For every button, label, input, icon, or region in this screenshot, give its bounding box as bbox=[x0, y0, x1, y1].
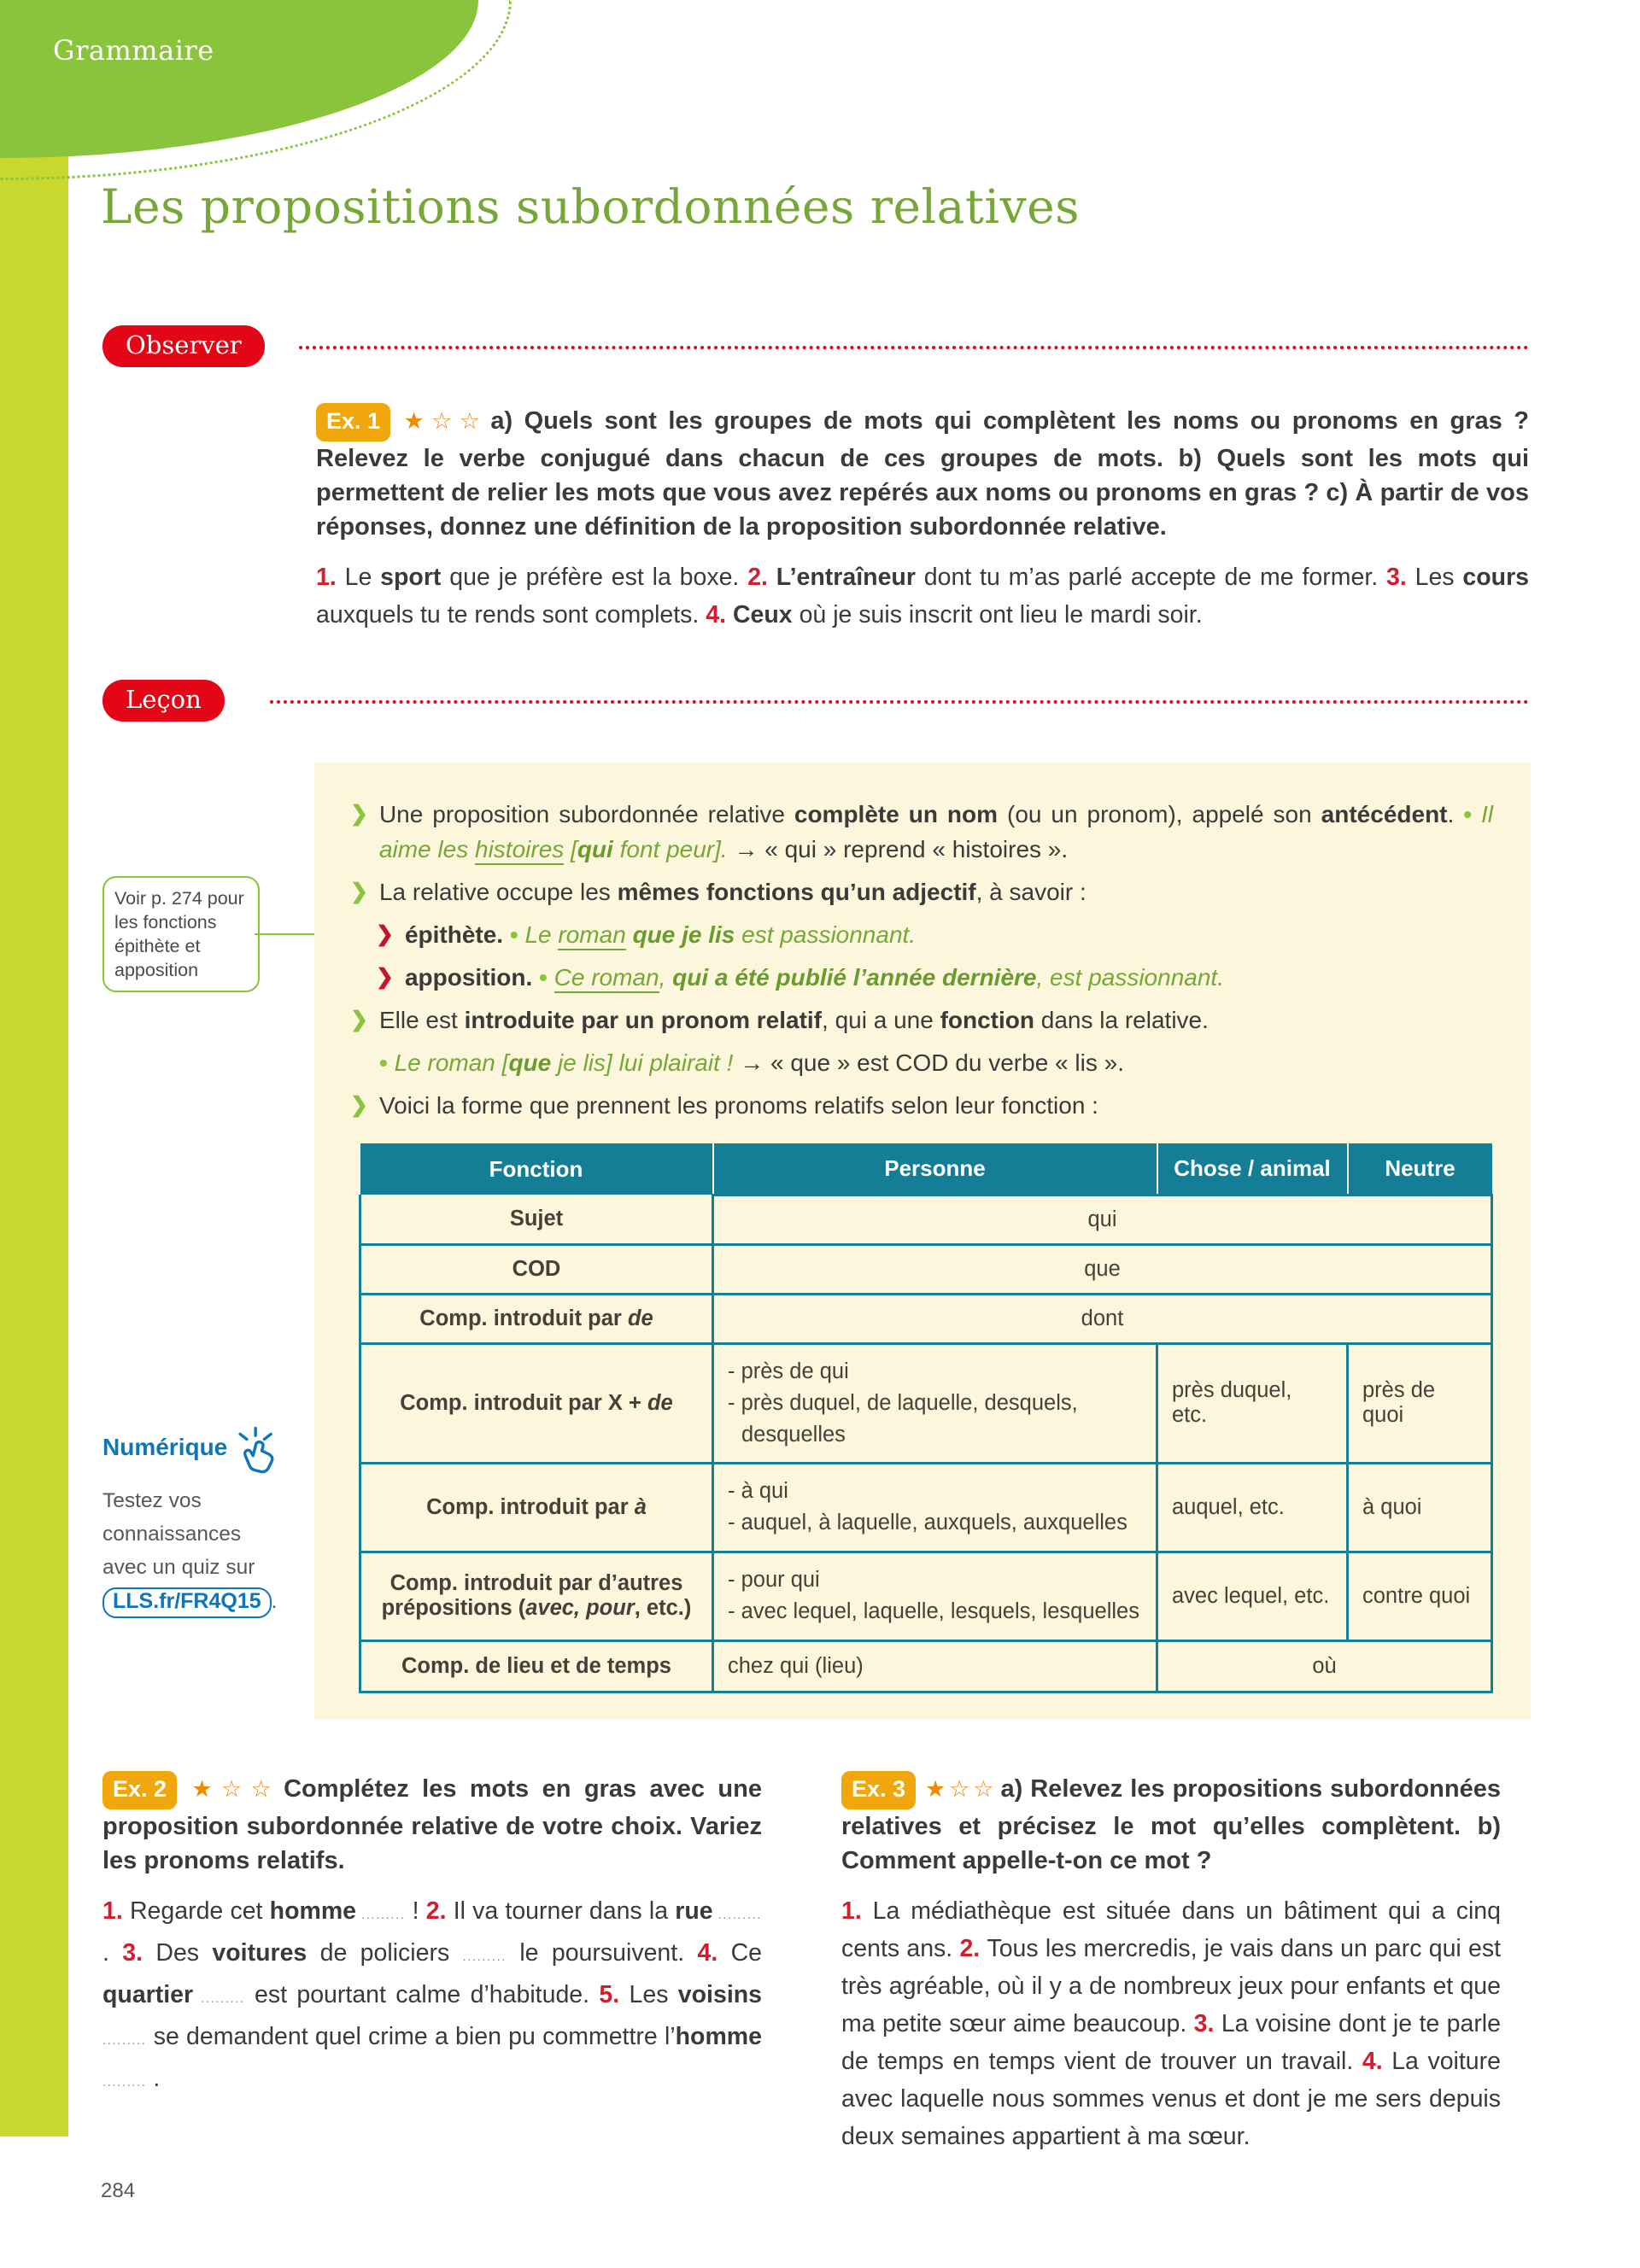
observer-dotted-rule bbox=[299, 346, 1529, 349]
quiz-link[interactable]: LLS.fr/FR4Q15 bbox=[102, 1587, 272, 1618]
exercise-2-question bbox=[102, 1771, 762, 1878]
table-row-sujet bbox=[360, 1195, 1492, 1244]
cell-ou: où bbox=[1157, 1640, 1492, 1692]
lesson-bullet-1 bbox=[350, 797, 1493, 867]
row-label: Comp. introduit par d’autres prépositions (avec, pour, etc.) bbox=[360, 1552, 713, 1640]
row-label: Comp. de lieu et de temps bbox=[360, 1640, 713, 1692]
lecon-badge: Leçon bbox=[102, 680, 225, 722]
lesson-bullet-4 bbox=[350, 1088, 1493, 1123]
lesson-bullet-4-text: Voici la forme que prennent les pronoms relatifs selon leur fonction : bbox=[378, 1092, 1098, 1119]
row-value: que bbox=[713, 1244, 1492, 1294]
click-hand-icon bbox=[231, 1426, 282, 1477]
lecon-dotted-rule bbox=[270, 700, 1529, 704]
exercise-1-question bbox=[316, 403, 1529, 544]
lesson-example-3 bbox=[379, 1045, 1493, 1080]
page-title: Les propositions subordonnées relatives bbox=[101, 179, 1080, 234]
table-header-row bbox=[360, 1143, 1492, 1195]
cell-neutre: contre quoi bbox=[1348, 1552, 1492, 1640]
table-row-autres bbox=[360, 1552, 1492, 1640]
cell-personne: - à qui - auquel, à laquelle, auxquels, auxquelles bbox=[713, 1463, 1157, 1552]
exercise-1 bbox=[316, 403, 1529, 634]
numerique-text: Testez vos connaissances avec un quiz sur bbox=[102, 1489, 255, 1579]
difficulty-stars-icon: ★☆☆ bbox=[924, 1776, 998, 1802]
col-header-neutre: Neutre bbox=[1348, 1143, 1492, 1195]
cell-personne: - près de qui - près duquel, de laquelle, desquels, desquelles bbox=[713, 1343, 1157, 1463]
page-number: 284 bbox=[101, 2179, 136, 2202]
observer-badge: Observer bbox=[102, 325, 265, 367]
exercise-2 bbox=[102, 1771, 762, 2101]
lesson-bullet-2-text: La relative occupe les mêmes fonctions qu’un adjectif, à savoir : bbox=[378, 879, 1086, 905]
section-label: Grammaire bbox=[53, 34, 214, 67]
col-header-fonction: Fonction bbox=[360, 1143, 713, 1195]
exercise-3-question-text: a) Relevez les propositions subordonnées relatives et précisez le mot qu’elles complètent. b) Comment appelle-t-on ce mot ? bbox=[841, 1775, 1501, 1874]
table-row-cod bbox=[360, 1244, 1492, 1294]
exercise-2-question-text: Complétez les mots en gras avec une proposition subordonnée relative de votre choix. Variez les pronoms relatifs. bbox=[102, 1775, 762, 1874]
table-row-x-de bbox=[360, 1343, 1492, 1463]
exercise-3-badge: Ex. 3 bbox=[841, 1771, 916, 1809]
chevron-icon: ❯ bbox=[350, 880, 368, 903]
cell-neutre: près de quoi bbox=[1348, 1343, 1492, 1463]
exercise-1-question-text: a) Quels sont les groupes de mots qui complètent les noms ou pronoms en gras ? Relevez le verbe conjugué dans chacun de ces groupes de mots. b) Quels sont les mots qui permettent de relier les mots que vous avez repérés aux noms ou pronoms en gras ? c) À partir de vos réponses, donnez une définition de la proposition subordonnée relative. bbox=[316, 407, 1529, 541]
row-label: COD bbox=[360, 1244, 713, 1294]
table-row-lieu-temps bbox=[360, 1640, 1492, 1692]
cell-personne: - pour qui - avec lequel, laquelle, lesquels, lesquelles bbox=[713, 1552, 1157, 1640]
cell-chose: auquel, etc. bbox=[1157, 1463, 1348, 1552]
exercise-3-sentences: 1. La médiathèque est située dans un bâtiment qui a cinq cents ans. 2. Tous les mercredis, je vais dans un parc qui est très agréable, où il y a de nombreux jeux pour enfants et que ma petite sœur aime beaucoup. 3. La voisine dont je te parle de temps en temps vient de trouver un travail. 4. La voiture avec laquelle nous sommes venus et dont je me sers depuis deux semaines appartient à ma sœur. bbox=[841, 1897, 1502, 2150]
exercise-1-sentences: 1. Le sport que je préfère est la boxe. 2. L’entraîneur dont tu m’as parlé accepte de me former. 3. Les cours auxquels tu te rends sont complets. 4. Ceux où je suis inscrit ont lieu le mardi soir. bbox=[316, 564, 1530, 628]
table-row-a bbox=[360, 1463, 1492, 1552]
difficulty-stars-icon: ★☆☆ bbox=[185, 1776, 281, 1802]
table-row-de bbox=[360, 1294, 1492, 1343]
lesson-sub-epithete-text: épithète. • Le roman que je lis est passionnant. bbox=[405, 917, 1493, 952]
cell-chose: avec lequel, etc. bbox=[1157, 1552, 1348, 1640]
row-label: Sujet bbox=[360, 1195, 713, 1244]
chevron-icon: ❯ bbox=[376, 922, 394, 946]
chevron-icon: ❯ bbox=[350, 1008, 368, 1032]
lesson-bullet-3-text: Elle est introduite par un pronom relatif, qui a une fonction dans la relative. bbox=[378, 1007, 1209, 1033]
row-value: qui bbox=[713, 1195, 1492, 1244]
chevron-icon: ❯ bbox=[350, 802, 368, 826]
difficulty-stars-icon: ★☆☆ bbox=[399, 408, 488, 434]
relative-pronouns-table bbox=[359, 1143, 1493, 1693]
numerique-label: Numérique bbox=[102, 1434, 228, 1460]
cell-neutre: à quoi bbox=[1348, 1463, 1492, 1552]
col-header-chose-animal: Chose / animal bbox=[1157, 1143, 1348, 1195]
exercise-1-badge: Ex. 1 bbox=[316, 403, 390, 441]
lesson-sub-apposition-text: apposition. • Ce roman, qui a été publié l’année dernière, est passionnant. bbox=[405, 960, 1493, 995]
lesson-bullet-2 bbox=[350, 874, 1493, 909]
quiz-link-suffix: . bbox=[271, 1590, 278, 1613]
cell-chose: près duquel, etc. bbox=[1157, 1343, 1348, 1463]
row-value: dont bbox=[713, 1294, 1492, 1343]
row-label: Comp. introduit par X + de bbox=[360, 1343, 713, 1463]
lesson-sub-epithete bbox=[376, 917, 1493, 952]
cell-personne: chez qui (lieu) bbox=[713, 1640, 1157, 1692]
header-green-blob bbox=[0, 0, 478, 158]
row-label: Comp. introduit par à bbox=[360, 1463, 713, 1552]
row-label: Comp. introduit par de bbox=[360, 1294, 713, 1343]
chevron-icon: ❯ bbox=[350, 1093, 368, 1117]
lesson-bullet-1-text: Une proposition subordonnée relative complète un nom (ou un pronom), appelé son antécédent. • Il aime les histoires [qui font peur]. → « qui » reprend « histoires ». bbox=[379, 797, 1493, 867]
lesson-example-3-text: • Le roman [que je lis] lui plairait ! → « que » est COD du verbe « lis ». bbox=[379, 1049, 1124, 1076]
exercise-3 bbox=[841, 1771, 1501, 2155]
chevron-icon: ❯ bbox=[376, 965, 394, 989]
note-connector-line bbox=[255, 933, 314, 935]
lesson-sub-apposition bbox=[376, 960, 1493, 995]
lesson-bullet-3 bbox=[350, 1002, 1493, 1038]
numerique-block bbox=[102, 1433, 316, 1618]
exercise-2-badge: Ex. 2 bbox=[102, 1771, 177, 1809]
col-header-personne: Personne bbox=[713, 1143, 1157, 1195]
exercise-3-question bbox=[841, 1771, 1501, 1878]
left-accent-strip bbox=[0, 111, 68, 2136]
exercise-2-sentences: 1. Regarde cet homme ......... ! 2. Il va tourner dans la rue ......... . 3. Des voitures de policiers ......... le poursuivent. 4. Ce quartier ......... est pourtant calme d’habitude. 5. Les voisins ......... se demandent quel crime a bien pu commettre l’homme ......... . bbox=[102, 1897, 763, 2092]
see-page-note: Voir p. 274 pour les fonctions épithète et apposition bbox=[102, 876, 260, 992]
lesson-box bbox=[314, 763, 1531, 1719]
